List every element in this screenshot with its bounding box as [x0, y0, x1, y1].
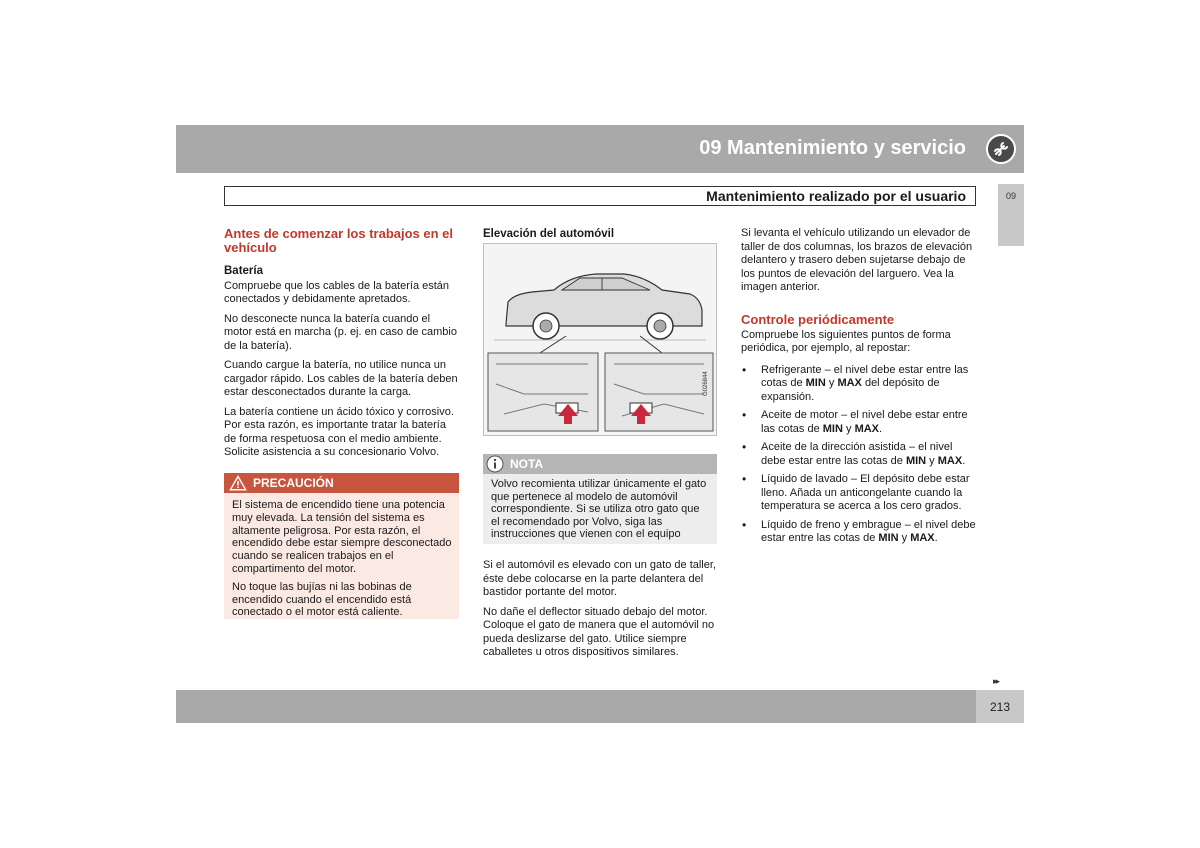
- car-illustration: [484, 244, 716, 435]
- section-title: Mantenimiento realizado por el usuario: [706, 188, 966, 204]
- note-title: NOTA: [510, 457, 544, 471]
- paragraph: La batería contiene un ácido tóxico y corrosivo. Por esta razón, es importante tratar la batería de forma respetuosa con el medio ambiente. Solicite asistencia a su concesionario Volvo.: [224, 405, 454, 458]
- paragraph: Si levanta el vehículo utilizando un elevador de taller de dos columnas, los brazos de elevación delantero y trasero deben sujetarse debajo de los puntos de elevación del larguero. Vea la imagen anterior.: [741, 227, 973, 293]
- list-item: • Aceite de la dirección asistida – el nivel debe estar entre las cotas de MIN y MAX.: [741, 441, 978, 468]
- note-body: Volvo recomienta utilizar únicamente el gato que pertenece al modelo de automóvil correspondiente. Si se utiliza otro gato que el recomendado por Volvo, siga las instrucciones que vienen con el equipo: [491, 478, 707, 541]
- footer-bar: [176, 690, 976, 723]
- column-2-text: [483, 559, 719, 666]
- column-2-heading: [483, 228, 719, 242]
- chapter-tab-label: 09: [1005, 191, 1016, 201]
- caution-title: PRECAUCIÓN: [253, 476, 334, 490]
- paragraph: No dañe el deflector situado debajo del motor. Coloque el gato de manera que el automóvil no pueda deslizarse del gato. Utilice siempre caballetes u otros dispositivos similares.: [483, 605, 715, 658]
- list-item: • Líquido de lavado – El depósito debe estar lleno. Añada un anticongelante cuando la temperatura se acerca a los cero grados.: [741, 473, 978, 514]
- heading-lifting: Elevación del automóvil: [483, 228, 615, 240]
- wrench-icon: [986, 134, 1016, 164]
- chapter-title: 09 Mantenimiento y servicio: [699, 137, 966, 159]
- check-list: [741, 364, 978, 546]
- heading-periodic-check: Controle periódicamente: [741, 311, 895, 327]
- paragraph: Compruebe que los cables de la batería están conectados y debidamente apretados.: [224, 279, 450, 305]
- figure-code: G026844: [703, 371, 709, 396]
- column-3: [741, 227, 978, 551]
- caution-paragraph: El sistema de encendido tiene una potencia muy elevada. La tensión del sistema es altamente peligrosa. Por esta razón, el encendido debe estar siempre desconectado cuando se realicen trabajos en el compartimento del motor.: [232, 499, 452, 575]
- continue-arrows-icon: ▸▸: [993, 676, 999, 686]
- list-item: • Aceite de motor – el nivel debe estar entre las cotas de MIN y MAX.: [741, 409, 978, 436]
- heading-before-work: Antes de comenzar los trabajos en el vehículo: [224, 226, 454, 255]
- list-item: • Refrigerante – el nivel debe estar entre las cotas de MIN y MAX del depósito de expansión.: [741, 364, 978, 405]
- lifting-points-figure: [483, 243, 717, 436]
- paragraph: Compruebe los siguientes puntos de forma periódica, por ejemplo, al repostar:: [741, 328, 951, 354]
- caution-paragraph: No toque las bujías ni las bobinas de encendido cuando el encendido está conectado o el motor está caliente.: [232, 580, 412, 619]
- column-1: [224, 227, 460, 466]
- paragraph: Si el automóvil es elevado con un gato de taller, éste debe colocarse en la parte delantera del bastidor portante del motor.: [483, 559, 716, 598]
- warning-triangle-icon: [229, 475, 247, 496]
- caution-body: [232, 499, 453, 624]
- paragraph: Cuando cargue la batería, no utilice nunca un cargador rápido. Los cables de la batería deben estar desconectados durante la carga.: [224, 359, 458, 398]
- paragraph: No desconecte nunca la batería cuando el motor está en marcha (p. ej. en caso de cambio de la batería).: [224, 312, 457, 352]
- list-item: • Líquido de freno y embrague – el nivel debe estar entre las cotas de MIN y MAX.: [741, 519, 978, 546]
- subheading-battery: Batería: [224, 265, 263, 277]
- page-number: 213: [989, 700, 1011, 714]
